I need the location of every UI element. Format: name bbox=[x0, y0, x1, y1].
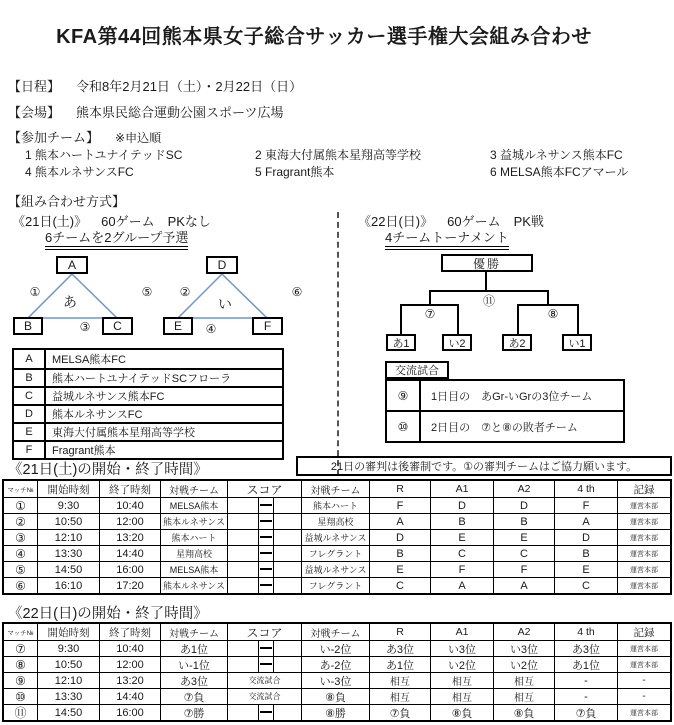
table-header-row bbox=[4, 624, 670, 640]
away-team: 星翔高校 bbox=[301, 514, 369, 529]
end-time: 14:40 bbox=[99, 689, 160, 704]
group-a-diagram bbox=[10, 252, 180, 344]
fourth-official: - bbox=[554, 673, 617, 688]
match-no: ⑩ bbox=[15, 689, 26, 704]
bracket-line bbox=[577, 304, 579, 334]
table1-heading: 《21日(土)の開始・終了時間》 bbox=[8, 462, 208, 478]
match-11-marker: ⑪ bbox=[482, 294, 495, 308]
home-team: ⑦勝 bbox=[160, 705, 227, 720]
start-time: 10:50 bbox=[37, 514, 99, 529]
score-away-box bbox=[274, 705, 301, 720]
match-9-marker: ⑨ bbox=[387, 381, 421, 410]
assistant2: A bbox=[493, 578, 554, 593]
header-end: 終了時刻 bbox=[99, 624, 160, 640]
match-row-6 bbox=[4, 577, 670, 593]
assignment-key: B bbox=[14, 370, 46, 386]
group-i-name: い bbox=[218, 296, 232, 312]
score-away-box bbox=[274, 530, 301, 545]
score-home-box bbox=[228, 562, 259, 577]
score-home-box bbox=[228, 578, 259, 593]
end-time: 10:40 bbox=[99, 641, 160, 656]
score-dash bbox=[259, 546, 274, 561]
team-entry-3: 3 益城ルネサンス熊本FC bbox=[490, 148, 623, 162]
assistant2: ⑧負 bbox=[493, 705, 554, 720]
match-row-9 bbox=[4, 672, 670, 688]
start-time: 13:30 bbox=[37, 689, 99, 704]
assistant2: い2位 bbox=[493, 657, 554, 672]
score-home-box bbox=[228, 498, 259, 513]
bracket-line bbox=[400, 304, 459, 306]
header-score: スコア bbox=[227, 624, 301, 640]
home-team: 星翔高校 bbox=[160, 546, 227, 561]
away-team: い-2位 bbox=[301, 641, 369, 656]
exchange-title-box: 交流試合 bbox=[385, 361, 449, 379]
start-time: 9:30 bbox=[37, 498, 99, 513]
day1-schedule-table bbox=[2, 479, 672, 595]
score-cell bbox=[227, 705, 301, 720]
score-home-box bbox=[228, 705, 259, 720]
recorder: 運営本部 bbox=[617, 657, 670, 672]
match-7-marker: ⑦ bbox=[424, 307, 436, 321]
assignment-team: Fragrant熊本 bbox=[52, 445, 116, 457]
bracket-line bbox=[457, 304, 459, 334]
score-home-box bbox=[228, 530, 259, 545]
assistant2: B bbox=[493, 514, 554, 529]
score-cell bbox=[227, 514, 301, 529]
day2-schedule-table bbox=[2, 622, 672, 722]
score-cell bbox=[227, 546, 301, 561]
score-away-box bbox=[274, 514, 301, 529]
exchange-table bbox=[385, 379, 625, 443]
header-referee: R bbox=[369, 624, 430, 640]
header-record: 記録 bbox=[617, 624, 670, 640]
day2-rule: 60ゲーム PK戦 bbox=[447, 214, 544, 229]
table2-heading: 《22日(日)の開始・終了時間》 bbox=[8, 606, 208, 622]
bracket-line bbox=[547, 290, 549, 304]
score-dash bbox=[259, 562, 274, 577]
end-time: 16:00 bbox=[99, 705, 160, 720]
header-match-no: マッチ№ bbox=[7, 486, 34, 494]
away-team: フレグラント bbox=[301, 546, 369, 561]
assistant2: E bbox=[493, 530, 554, 545]
table-header-row bbox=[4, 481, 670, 497]
assignment-team: 東海大付属熊本星翔高等学校 bbox=[52, 427, 195, 439]
end-time: 14:40 bbox=[99, 546, 160, 561]
venue-value: 熊本県民総合運動公園スポーツ広場 bbox=[76, 105, 284, 120]
fourth-official: あ1位 bbox=[554, 657, 617, 672]
score-cell bbox=[227, 562, 301, 577]
home-team: あ1位 bbox=[160, 641, 227, 656]
end-time: 10:40 bbox=[99, 498, 160, 513]
assignment-row bbox=[14, 350, 282, 368]
match-row-7 bbox=[4, 640, 670, 656]
start-time: 14:50 bbox=[37, 562, 99, 577]
fourth-official: あ3位 bbox=[554, 641, 617, 656]
score-dash bbox=[259, 530, 274, 545]
day2-subheading: 4チームトーナメント bbox=[385, 230, 509, 250]
exchange-match-label: 交流試合 bbox=[248, 692, 281, 701]
match-row-8 bbox=[4, 656, 670, 672]
day2-sub-row bbox=[385, 227, 509, 247]
assistant2: 相互 bbox=[493, 689, 554, 704]
score-dash bbox=[259, 578, 274, 593]
away-team: ⑧勝 bbox=[301, 705, 369, 720]
day1-heading: 《21日(土)》 bbox=[12, 214, 88, 229]
header-team1: 対戦チーム bbox=[160, 624, 227, 640]
group-i-diagram bbox=[160, 252, 330, 344]
schedule-label: 【日程】 bbox=[8, 79, 61, 94]
home-team: 熊本ルネサンス bbox=[160, 514, 227, 529]
header-a1: A1 bbox=[430, 624, 493, 640]
score-away-box bbox=[274, 546, 301, 561]
match-8-marker: ⑧ bbox=[547, 307, 559, 321]
score-away-box bbox=[274, 562, 301, 577]
referee: F bbox=[369, 498, 430, 513]
match-6-marker: ⑥ bbox=[291, 285, 303, 299]
team-entry-5: 5 Fragrant熊本 bbox=[255, 165, 335, 179]
score-home-box bbox=[228, 514, 259, 529]
away-team: ⑧負 bbox=[301, 689, 369, 704]
score-away-box bbox=[274, 498, 301, 513]
score-dash bbox=[259, 514, 274, 529]
recorder: 運営本部 bbox=[617, 514, 670, 529]
fourth-official: F bbox=[554, 498, 617, 513]
teams-label: 【参加チーム】 bbox=[8, 130, 100, 145]
header-record: 記録 bbox=[617, 481, 670, 497]
assistant1: A bbox=[430, 578, 493, 593]
score-away-box bbox=[274, 641, 301, 656]
match-no: ③ bbox=[15, 530, 26, 545]
match-2-marker: ② bbox=[179, 285, 191, 299]
match-row-10 bbox=[4, 688, 670, 704]
assignment-team: MELSA熊本FC bbox=[52, 354, 126, 366]
referee: C bbox=[369, 578, 430, 593]
assistant2: い3位 bbox=[493, 641, 554, 656]
assignment-row bbox=[14, 386, 282, 404]
assistant1: 相互 bbox=[430, 689, 493, 704]
assignment-key: E bbox=[14, 424, 46, 440]
assignment-team: 熊本ハートユナイテッドSCフローラ bbox=[52, 373, 232, 385]
format-label: 【組み合わせ方式】 bbox=[8, 194, 126, 209]
header-team2: 対戦チーム bbox=[301, 481, 369, 497]
home-team: 熊本ハート bbox=[160, 530, 227, 545]
bracket-line bbox=[400, 304, 402, 334]
referee: あ1位 bbox=[369, 657, 430, 672]
assistant1: E bbox=[430, 530, 493, 545]
assistant1: C bbox=[430, 546, 493, 561]
score-dash bbox=[259, 705, 274, 720]
referee: あ3位 bbox=[369, 641, 430, 656]
assignment-team: 益城ルネサンス熊本FC bbox=[52, 391, 165, 403]
assistant2: F bbox=[493, 562, 554, 577]
score-home-box bbox=[228, 641, 259, 656]
group-a-seed-left: B bbox=[13, 317, 43, 335]
start-time: 13:30 bbox=[37, 546, 99, 561]
away-team: あ-2位 bbox=[301, 657, 369, 672]
recorder: 運営本部 bbox=[617, 578, 670, 593]
home-team: い-1位 bbox=[160, 657, 227, 672]
match-no: ⑪ bbox=[14, 706, 27, 720]
schedule-row bbox=[8, 76, 302, 96]
teams-note: ※申込順 bbox=[115, 131, 162, 145]
bracket-line bbox=[485, 272, 487, 290]
match-row-5 bbox=[4, 561, 670, 577]
header-team2: 対戦チーム bbox=[301, 624, 369, 640]
assistant2: 相互 bbox=[493, 673, 554, 688]
bracket-slot-1: あ1 bbox=[386, 334, 416, 351]
header-referee: R bbox=[369, 481, 430, 497]
match-no: ① bbox=[15, 498, 26, 513]
header-a2: A2 bbox=[493, 624, 554, 640]
team-entry-4: 4 熊本ルネサンスFC bbox=[25, 165, 134, 179]
referee: B bbox=[369, 546, 430, 561]
header-end: 終了時刻 bbox=[99, 481, 160, 497]
start-time: 16:10 bbox=[37, 578, 99, 593]
match-row-1 bbox=[4, 497, 670, 513]
match-1-marker: ① bbox=[29, 285, 41, 299]
score-cell bbox=[227, 673, 301, 688]
start-time: 14:50 bbox=[37, 705, 99, 720]
assignment-key: C bbox=[14, 388, 46, 404]
score-cell bbox=[227, 498, 301, 513]
assistant1: 相互 bbox=[430, 673, 493, 688]
assistant1: F bbox=[430, 562, 493, 577]
assistant1: B bbox=[430, 514, 493, 529]
score-away-box bbox=[274, 657, 301, 672]
home-team: あ3位 bbox=[160, 673, 227, 688]
team-entry-1: 1 熊本ハートユナイテッドSC bbox=[25, 148, 183, 162]
assistant1: ⑧負 bbox=[430, 705, 493, 720]
fourth-official: - bbox=[554, 689, 617, 704]
assistant1: い3位 bbox=[430, 641, 493, 656]
score-home-box bbox=[228, 546, 259, 561]
away-team: い-3位 bbox=[301, 673, 369, 688]
assignment-row bbox=[14, 368, 282, 386]
match-5-marker: ⑤ bbox=[141, 285, 153, 299]
referee-notice: 21日の審判は後審制です。①の審判チームはご協力願います。 bbox=[296, 456, 672, 476]
end-time: 16:00 bbox=[99, 562, 160, 577]
assistant2: C bbox=[493, 546, 554, 561]
day1-rule: 60ゲーム PKなし bbox=[101, 214, 211, 229]
header-a1: A1 bbox=[430, 481, 493, 497]
venue-row bbox=[8, 102, 284, 122]
assignment-row bbox=[14, 404, 282, 422]
column-divider bbox=[337, 212, 339, 476]
header-start: 開始時刻 bbox=[37, 624, 99, 640]
exchange-row bbox=[387, 381, 623, 410]
referee: A bbox=[369, 514, 430, 529]
home-team: MELSA熊本 bbox=[160, 498, 227, 513]
group-a-seed-right: C bbox=[102, 317, 133, 335]
group-i-seed-left: E bbox=[163, 317, 193, 335]
match-no: ⑧ bbox=[15, 657, 26, 672]
bracket-line bbox=[517, 304, 579, 306]
score-home-box bbox=[228, 657, 259, 672]
exchange-match-label: 交流試合 bbox=[248, 676, 281, 685]
start-time: 12:10 bbox=[37, 673, 99, 688]
day1-sub-row bbox=[45, 227, 188, 247]
day1-subheading: 6チームを2グループ予選 bbox=[45, 230, 188, 250]
recorder: 運営本部 bbox=[617, 705, 670, 720]
match-row-2 bbox=[4, 513, 670, 529]
score-cell bbox=[227, 530, 301, 545]
recorder: 運営本部 bbox=[617, 530, 670, 545]
header-4th: 4 th bbox=[554, 624, 617, 640]
bracket-line bbox=[429, 290, 431, 304]
venue-label: 【会場】 bbox=[8, 105, 61, 120]
match-row-4 bbox=[4, 545, 670, 561]
fourth-official: ⑦負 bbox=[554, 705, 617, 720]
group-i-seed-top: D bbox=[206, 256, 238, 274]
header-a2: A2 bbox=[493, 481, 554, 497]
exchange-row bbox=[387, 410, 623, 441]
away-team: 益城ルネサンス bbox=[301, 562, 369, 577]
assignment-team: 熊本ルネサンスFC bbox=[52, 409, 143, 421]
away-team: フレグラント bbox=[301, 578, 369, 593]
schedule-value: 令和8年2月21日（土）・2月22日（日） bbox=[76, 79, 303, 94]
match-no: ⑤ bbox=[15, 562, 26, 577]
header-team1: 対戦チーム bbox=[160, 481, 227, 497]
day2-heading: 《22日(日)》 bbox=[358, 214, 434, 229]
assistant2: D bbox=[493, 498, 554, 513]
referee: 相互 bbox=[369, 673, 430, 688]
assignment-key: A bbox=[14, 350, 46, 368]
end-time: 17:20 bbox=[99, 578, 160, 593]
group-a-name: あ bbox=[63, 294, 77, 310]
home-team: MELSA熊本 bbox=[160, 562, 227, 577]
score-dash bbox=[259, 657, 274, 672]
score-dash bbox=[259, 498, 274, 513]
start-time: 10:50 bbox=[37, 657, 99, 672]
referee: 相互 bbox=[369, 689, 430, 704]
assignment-key: D bbox=[14, 406, 46, 422]
assistant1: D bbox=[430, 498, 493, 513]
bracket-slot-3: あ2 bbox=[502, 334, 532, 351]
away-team: 益城ルネサンス bbox=[301, 530, 369, 545]
score-cell bbox=[227, 689, 301, 704]
match-no: ⑦ bbox=[15, 641, 26, 656]
group-a-seed-top: A bbox=[56, 256, 88, 274]
exchange-desc: 2日目の ⑦と⑧の敗者チーム bbox=[431, 421, 578, 434]
team-entry-6: 6 MELSA熊本FCアマール bbox=[490, 165, 629, 179]
score-cell bbox=[227, 641, 301, 656]
teams-header bbox=[8, 127, 161, 147]
header-4th: 4 th bbox=[554, 481, 617, 497]
assignment-row bbox=[14, 440, 282, 458]
match-10-marker: ⑩ bbox=[387, 412, 421, 441]
assignment-row bbox=[14, 422, 282, 440]
assistant1: い2位 bbox=[430, 657, 493, 672]
bracket-line bbox=[517, 304, 519, 334]
end-time: 13:20 bbox=[99, 530, 160, 545]
recorder: 運営本部 bbox=[617, 498, 670, 513]
match-no: ⑥ bbox=[15, 578, 26, 593]
score-cell bbox=[227, 578, 301, 593]
team-entry-2: 2 東海大付属熊本星翔高等学校 bbox=[255, 148, 422, 162]
end-time: 12:00 bbox=[99, 657, 160, 672]
home-team: 熊本ルネサンス bbox=[160, 578, 227, 593]
referee: E bbox=[369, 562, 430, 577]
fourth-official: B bbox=[554, 546, 617, 561]
home-team: ⑦負 bbox=[160, 689, 227, 704]
score-away-box bbox=[274, 578, 301, 593]
fourth-official: A bbox=[554, 514, 617, 529]
score-cell bbox=[227, 657, 301, 672]
bracket-slot-2: い2 bbox=[442, 334, 472, 351]
score-dash bbox=[259, 641, 274, 656]
away-team: 熊本ハート bbox=[301, 498, 369, 513]
recorder: 運営本部 bbox=[617, 562, 670, 577]
match-no: ④ bbox=[15, 546, 26, 561]
page-title: KFA第44回熊本県女子総合サッカー選手権大会組み合わせ bbox=[56, 26, 592, 48]
end-time: 13:20 bbox=[99, 673, 160, 688]
header-start: 開始時刻 bbox=[37, 481, 99, 497]
start-time: 9:30 bbox=[37, 641, 99, 656]
recorder: 運営本部 bbox=[617, 641, 670, 656]
assignment-key: F bbox=[14, 442, 46, 458]
match-no: ⑨ bbox=[15, 673, 26, 688]
fourth-official: D bbox=[554, 530, 617, 545]
exchange-desc: 1日目の あGr-いGrの3位チーム bbox=[431, 390, 593, 403]
referee: ⑦負 bbox=[369, 705, 430, 720]
champion-box: 優勝 bbox=[441, 254, 533, 272]
recorder: - bbox=[617, 673, 670, 688]
group-assignment-table bbox=[12, 348, 284, 460]
group-i-seed-right: F bbox=[252, 317, 283, 335]
start-time: 12:10 bbox=[37, 530, 99, 545]
fourth-official: C bbox=[554, 578, 617, 593]
knockout-bracket bbox=[340, 250, 640, 352]
match-row-3 bbox=[4, 529, 670, 545]
match-row-11 bbox=[4, 704, 670, 720]
match-3-marker: ③ bbox=[79, 320, 91, 334]
match-no: ② bbox=[15, 514, 26, 529]
header-match-no: マッチ№ bbox=[7, 629, 34, 637]
referee: D bbox=[369, 530, 430, 545]
fourth-official: E bbox=[554, 562, 617, 577]
recorder: 運営本部 bbox=[617, 546, 670, 561]
recorder: - bbox=[617, 689, 670, 704]
match-4-marker: ④ bbox=[205, 322, 217, 336]
bracket-slot-4: い1 bbox=[562, 334, 592, 351]
header-score: スコア bbox=[227, 481, 301, 497]
end-time: 12:00 bbox=[99, 514, 160, 529]
